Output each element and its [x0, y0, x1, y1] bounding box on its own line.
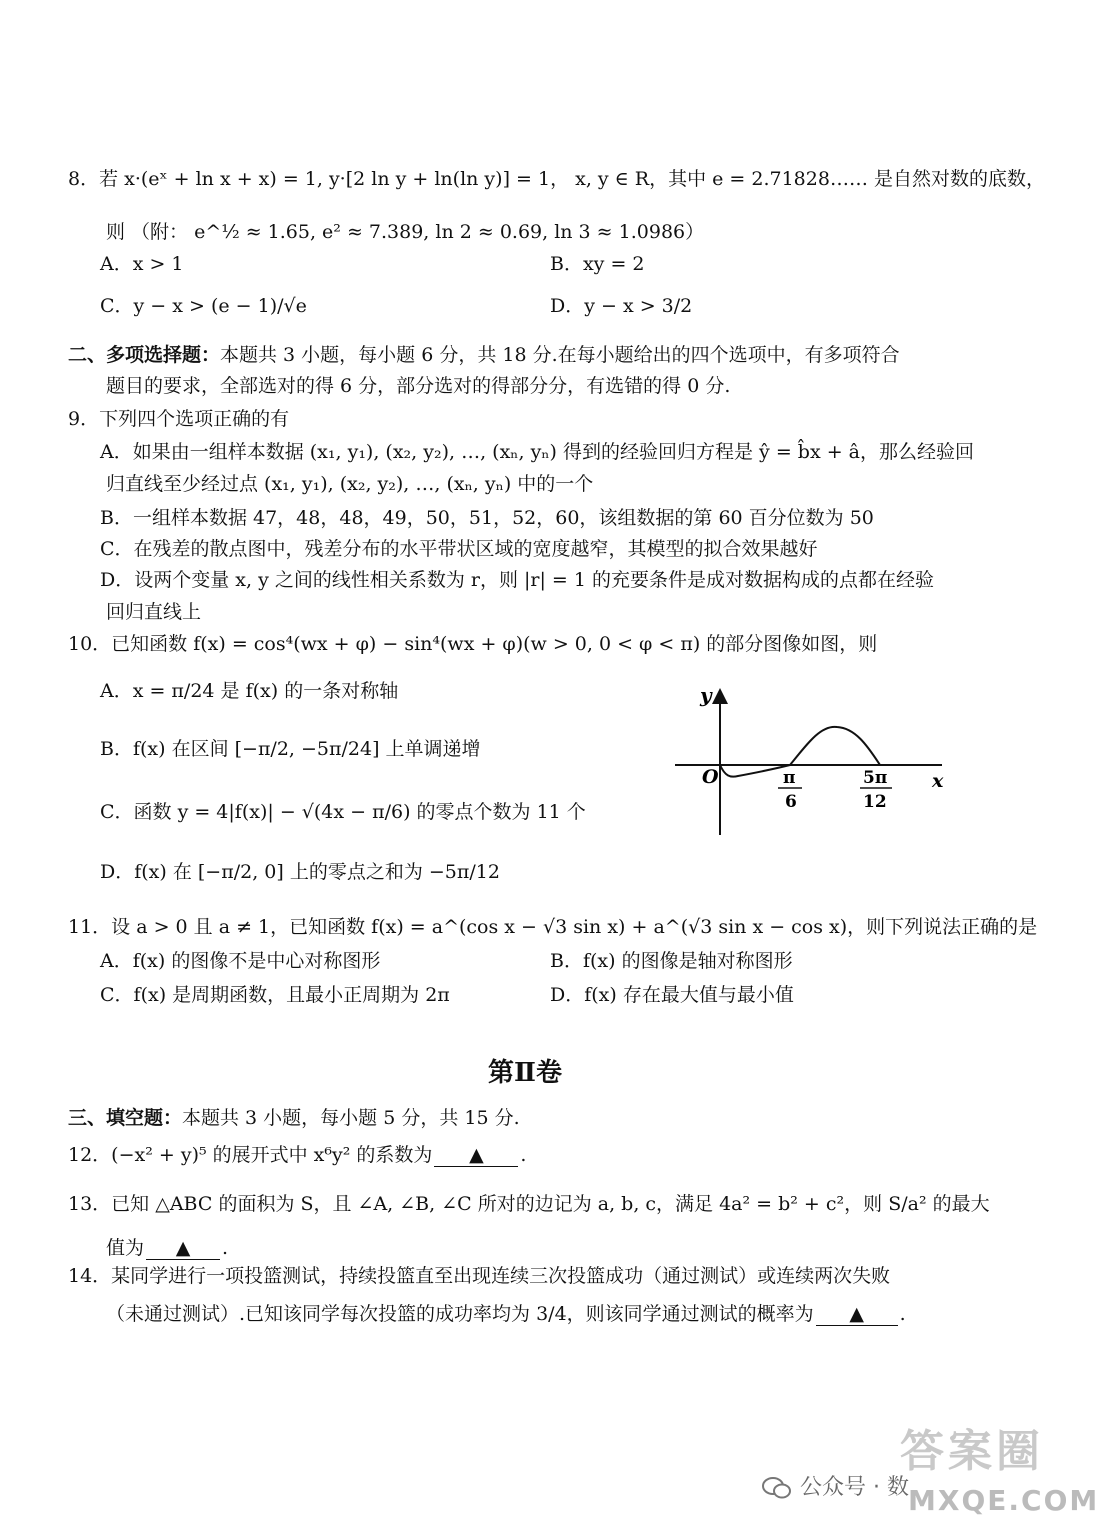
section2-line1 — [68, 341, 900, 369]
q13-line1: 13．已知 △ABC 的面积为 S，且 ∠A, ∠B, ∠C 所对的边记为 a, b, c，满足 4a² = b² + c²，则 S/a² 的最大 — [68, 1193, 990, 1215]
q9-option-c: C．在残差的散点图中，残差分布的水平带状区域的宽度越窄，其模型的拟合效果越好 — [100, 538, 818, 560]
graph-y-label: y — [700, 683, 712, 707]
q12-line — [68, 1141, 526, 1169]
q13-text2: 值为 — [106, 1237, 145, 1259]
q9-stem: 9．下列四个选项正确的有 — [68, 408, 290, 430]
graph-tick1-den: 6 — [785, 792, 797, 812]
q9-option-d-line1: D．设两个变量 x, y 之间的线性相关系数为 r，则 |r| = 1 的充要条件是成对数据构成的点都在经验 — [100, 569, 935, 591]
q14-answer-blank: ▲ — [816, 1303, 898, 1326]
q11-option-d: D．f(x) 存在最大值与最小值 — [550, 984, 794, 1006]
watermark-logo-url: MXQE.COM — [908, 1484, 1099, 1517]
section2-label: 二、多项选择题： — [68, 344, 221, 366]
q14-end: . — [899, 1303, 906, 1325]
q11-stem: 11．设 a > 0 且 a ≠ 1，已知函数 f(x) = a^(cos x − √3 sin x) + a^(√3 sin x − cos x)，则下列说法正确的是 — [68, 916, 1038, 938]
q9-option-b: B．一组样本数据 47，48，48，49，50，51，52，60，该组数据的第 60 百分位数为 50 — [100, 507, 874, 529]
q8-option-b: B．xy = 2 — [550, 253, 645, 275]
part2-title: 第Ⅱ卷 — [488, 1058, 562, 1088]
section3-line — [68, 1104, 520, 1132]
q10-option-b: B．f(x) 在区间 [−π/2, −5π/24] 上单调递增 — [100, 738, 481, 760]
q8-option-c: C．y − x > (e − 1)/√e — [100, 295, 307, 317]
wechat-icon — [762, 1476, 792, 1500]
graph-tick2-den: 12 — [863, 792, 887, 812]
q12-text: 12．(−x² + y)⁵ 的展开式中 x⁶y² 的系数为 — [68, 1144, 433, 1166]
section2-line2: 题目的要求，全部选对的得 6 分，部分选对的得部分分，有选错的得 0 分. — [106, 375, 731, 397]
q9-option-a-line2: 归直线至少经过点 (x₁, y₁), (x₂, y₂), …, (xₙ, yₙ) 中的一个 — [106, 473, 594, 495]
graph-origin-label: O — [702, 766, 719, 788]
q9-option-a-line1: A．如果由一组样本数据 (x₁, y₁), (x₂, y₂), …, (xₙ, yₙ) 得到的经验回归方程是 ŷ = b̂x + â，那么经验回 — [100, 441, 974, 463]
graph-tick1-num: π — [783, 768, 796, 788]
q8-option-d: D．y − x > 3/2 — [550, 295, 693, 317]
section2-text1: 本题共 3 小题，每小题 6 分，共 18 分.在每小题给出的四个选项中，有多项符合 — [220, 344, 900, 366]
watermark-logo: 答案圈 — [900, 1426, 1044, 1477]
q10-stem: 10．已知函数 f(x) = cos⁴(wx + φ) − sin⁴(wx + φ)(w > 0, 0 < φ < π) 的部分图像如图，则 — [68, 633, 878, 655]
q10-option-a: A．x = π/24 是 f(x) 的一条对称轴 — [100, 680, 399, 702]
q13-answer-blank: ▲ — [146, 1237, 220, 1260]
q10-option-c: C．函数 y = 4|f(x)| − √(4x − π/6) 的零点个数为 11 个 — [100, 801, 586, 823]
section3-text: 本题共 3 小题，每小题 5 分，共 15 分. — [182, 1107, 520, 1129]
q11-option-a: A．f(x) 的图像不是中心对称图形 — [100, 950, 381, 972]
q10-function-graph — [670, 680, 960, 840]
q11-option-c: C．f(x) 是周期函数，且最小正周期为 2π — [100, 984, 450, 1006]
q11-option-b: B．f(x) 的图像是轴对称图形 — [550, 950, 793, 972]
q8-line1: 8．若 x·(eˣ + ln x + x) = 1, y·[2 ln y + ln(ln y)] = 1， x, y ∈ R，其中 e = 2.71828…… 是自然对数的底数， — [68, 168, 1045, 190]
graph-x-label: x — [932, 770, 944, 792]
q9-option-d-line2: 回归直线上 — [106, 601, 202, 623]
watermark-text: 公众号 · 数 — [800, 1475, 909, 1500]
q10-option-d: D．f(x) 在 [−π/2, 0] 上的零点之和为 −5π/12 — [100, 861, 500, 883]
q8-line2: 则 （附： e^½ ≈ 1.65, e² ≈ 7.389, ln 2 ≈ 0.69, ln 3 ≈ 1.0986） — [106, 221, 705, 243]
q13-line2 — [106, 1234, 228, 1262]
graph-tick2-num: 5π — [863, 768, 888, 788]
q12-answer-blank: ▲ — [434, 1144, 518, 1167]
q14-text2: （未通过测试）.已知该同学每次投篮的成功率均为 3/4，则该同学通过测试的概率为 — [106, 1303, 814, 1325]
section3-label: 三、填空题： — [68, 1107, 183, 1129]
q12-end: . — [520, 1144, 527, 1166]
sine-curve — [720, 727, 880, 777]
q14-line2 — [106, 1300, 906, 1328]
q13-end: . — [222, 1237, 229, 1259]
q14-line1: 14．某同学进行一项投篮测试，持续投篮直至出现连续三次投篮成功（通过测试）或连续两次失败 — [68, 1265, 891, 1287]
q8-option-a: A．x > 1 — [100, 253, 184, 275]
